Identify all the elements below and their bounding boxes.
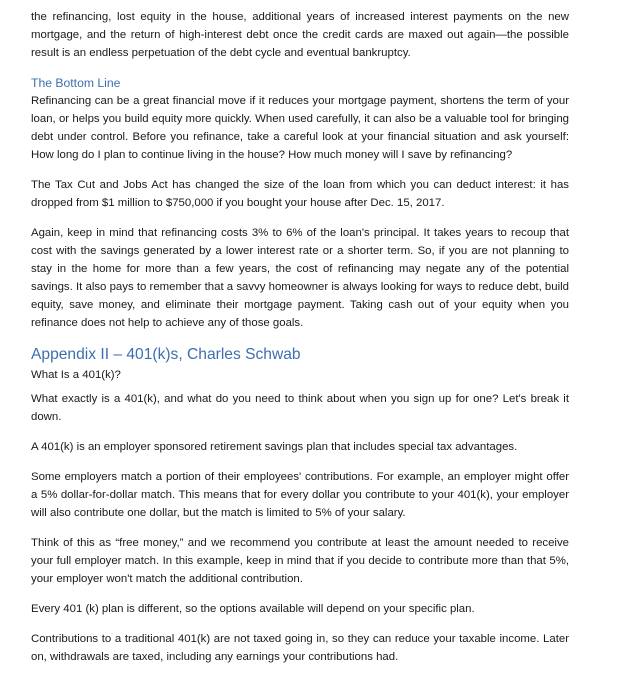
appendix-paragraph-3: Some employers match a portion of their employees' contributions. For example, an employer might offer a 5% dollar-for-dollar match. This means that for every dollar you contribute to your 401(k), your employer will also contribute one dollar, but the match is limited to 5% of your salary. <box>31 471 569 519</box>
bottom-line-paragraph-3: Again, keep in mind that refinancing costs 3% to 6% of the loan's principal. It takes years to recoup that cost with the savings generated by a lower interest rate or a shorter term. So, if you are not planning to stay in the home for more than a few years, the cost of refinancing may negate any of the potential savings. It also pays to remember that a savvy homeowner is always looking for ways to reduce debt, build equity, save money, and eliminate their mortgage payment. Taking cash out of your equity when you refinance does not help to achieve any of those goals. <box>31 227 569 329</box>
appendix-paragraph-2: A 401(k) is an employer sponsored retirement savings plan that includes special tax advantages. <box>31 441 518 453</box>
appendix-heading: Appendix II – 401(k)s, Charles Schwab <box>31 346 301 363</box>
appendix-paragraph-4: Think of this as “free money,” and we recommend you contribute at least the amount needed to receive your full employer match. In this example, keep in mind that if you decide to contribute more than that 5%, your employer won't match the additional contribution. <box>31 537 569 585</box>
appendix-paragraph-6: Contributions to a traditional 401(k) are not taxed going in, so they can reduce your taxable income. Later on, withdrawals are taxed, including any earnings your contributions had. <box>31 633 569 663</box>
appendix-paragraph-5: Every 401 (k) plan is different, so the options available will depend on your specific plan. <box>31 603 475 615</box>
continued-paragraph: the refinancing, lost equity in the house, additional years of increased interest payments on the new mortgage, and the return of high-interest debt once the credit cards are maxed out again—the possible result is an endless perpetuation of the debt cycle and eventual bankruptcy. <box>31 11 569 59</box>
appendix-question: What Is a 401(k)? <box>31 369 121 381</box>
bottom-line-paragraph-1: Refinancing can be a great financial move if it reduces your mortgage payment, shortens the term of your loan, or helps you build equity more quickly. When used carefully, it can also be a valuable tool for bringing debt under control. Before you refinance, take a careful look at your financial situation and ask yourself: How long do I plan to continue living in the house? How much money will I save by refinancing? <box>31 95 569 161</box>
appendix-paragraph-1: What exactly is a 401(k), and what do you need to think about when you sign up for one? Let's break it down. <box>31 393 569 423</box>
bottom-line-paragraph-2: The Tax Cut and Jobs Act has changed the size of the loan from which you can deduct interest: it has dropped from $1 million to $750,000 if you bought your house after Dec. 15, 2017. <box>31 179 569 209</box>
document-body <box>31 8 569 678</box>
bottom-line-heading: The Bottom Line <box>31 76 121 90</box>
